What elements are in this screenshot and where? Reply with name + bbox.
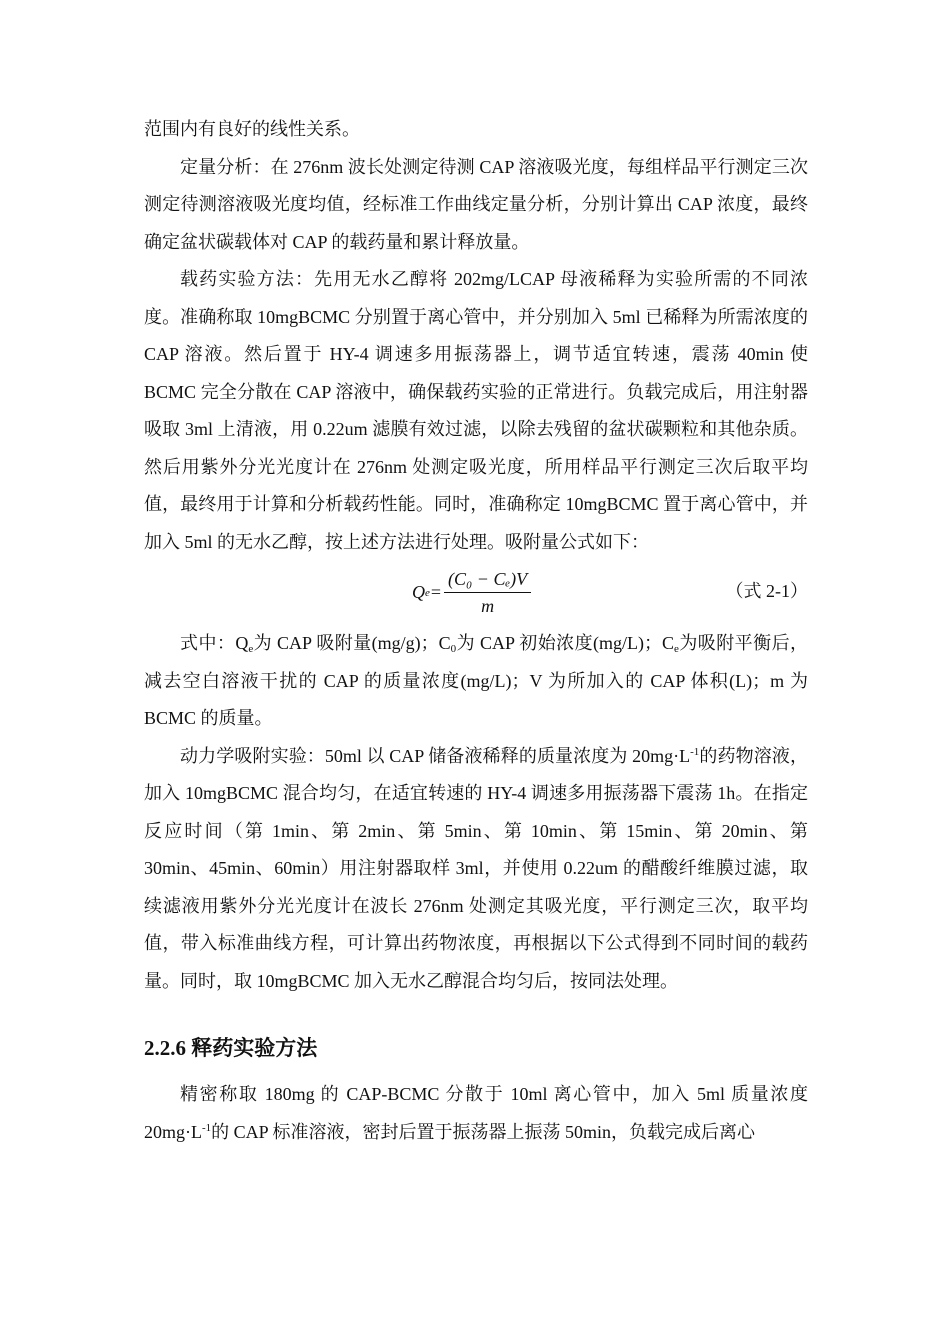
formula-lhs: Q <box>412 581 425 602</box>
definition-subscript: e <box>674 643 679 655</box>
formula-block <box>144 561 808 625</box>
definition-text: 为吸附平衡后，减去空白溶液干扰的 CAP 的质量浓度(mg/L)；V 为所加入的 CAP 体积(L)；m 为 BCMC 的质量。 <box>144 633 809 728</box>
definition-subscript: 0 <box>450 643 457 655</box>
definition-subscript: e <box>248 643 254 655</box>
formula-fraction <box>444 567 531 618</box>
definition-text: 为 CAP 吸附量(mg/g)；C <box>253 633 451 653</box>
formula-denominator: m <box>481 596 495 616</box>
equation-number: （式 2-1） <box>725 581 808 601</box>
kinetics-superscript: -1 <box>690 745 700 758</box>
paragraph-release-method <box>144 1076 808 1151</box>
paragraph-linearity: 范围内有良好的线性关系。 <box>144 119 360 139</box>
kinetics-text: 动力学吸附实验：50ml 以 CAP 储备液稀释的质量浓度为 20mg·L <box>180 745 691 766</box>
definition-text: 式中：Q <box>180 633 249 653</box>
release-text: 精密称取 180mg 的 CAP-BCMC 分散于 10ml 离心管中，加入 5ml 质量浓度 20mg·L <box>144 1084 808 1142</box>
paragraph-loading-method: 载药实验方法：先用无水乙醇将 202mg/LCAP 母液稀释为实验所需的不同浓度。准确称取 10mgBCMC 分别置于离心管中，并分别加入 5ml 已稀释为所需浓度的 CAP 溶液。然后置于 HY-4 调速多用振荡器上，调节适宜转速，震荡 40min 使 BCMC 完全分散在 CAP 溶液中，确保载药实验的正常进行。负载完成后，用注射器吸取 3ml 上清液，用 0.22um 滤膜有效过滤，以除去残留的盆状碳颗粒和其他杂质。然后用紫外分光光度计在 276nm 处测定吸光度，所用样品平行测定三次后取平均值，最终用于计算和分析载药性能。同时，准确称定 10mgBCMC 置于离心管中，并加入 5ml 的无水乙醇，按上述方法进行处理。吸附量公式如下： <box>144 269 808 552</box>
paragraph-quantitative-analysis: 定量分析：在 276nm 波长处测定待测 CAP 溶液吸光度，每组样品平行测定三次测定待测溶液吸光度均值，经标准工作曲线定量分析，分别计算出 CAP 浓度，最终确定盆状碳载体对 CAP 的载药量和累计释放量。 <box>144 156 808 252</box>
kinetics-text: 的药物溶液，加入 10mgBCMC 混合均匀，在适宜转速的 HY-4 调速多用振荡器下震荡 1h。在指定反应时间（第 1min、第 2min、第 5min、第 10min、第 15min、第 20min、第 30min、45min、60min）用注射器取样 3ml，并使用 0.22um 的醋酸纤维膜过滤，取续滤液用紫外分光光度计在波长 276nm 处测定其吸光度，平行测定三次，取平均值，带入标准曲线方程，可计算出药物浓度，再根据以下公式得到不同时间的载药量。同时，取 10mgBCMC 加入无水乙醇混合均匀后，按同法处理。 <box>144 745 808 991</box>
section-heading: 2.2.6 释药实验方法 <box>144 1036 318 1060</box>
formula-equals: = <box>430 581 442 602</box>
paragraph-kinetic-adsorption <box>144 738 808 1001</box>
release-text: 的 CAP 标准溶液，密封后置于振荡器上振荡 50min，负载完成后离心 <box>211 1121 756 1142</box>
release-superscript: -1 <box>202 1121 212 1134</box>
definition-text: 为 CAP 初始浓度(mg/L)；C <box>456 633 675 653</box>
adsorption-formula: Q e = $\frac{\text{(C₀ − Cₑ)V}}{m}$ <box>412 567 531 618</box>
document-body <box>144 111 808 1151</box>
formula-numerator: (C₀ − Cₑ)V <box>444 567 531 593</box>
paragraph-variable-definitions <box>144 625 808 738</box>
